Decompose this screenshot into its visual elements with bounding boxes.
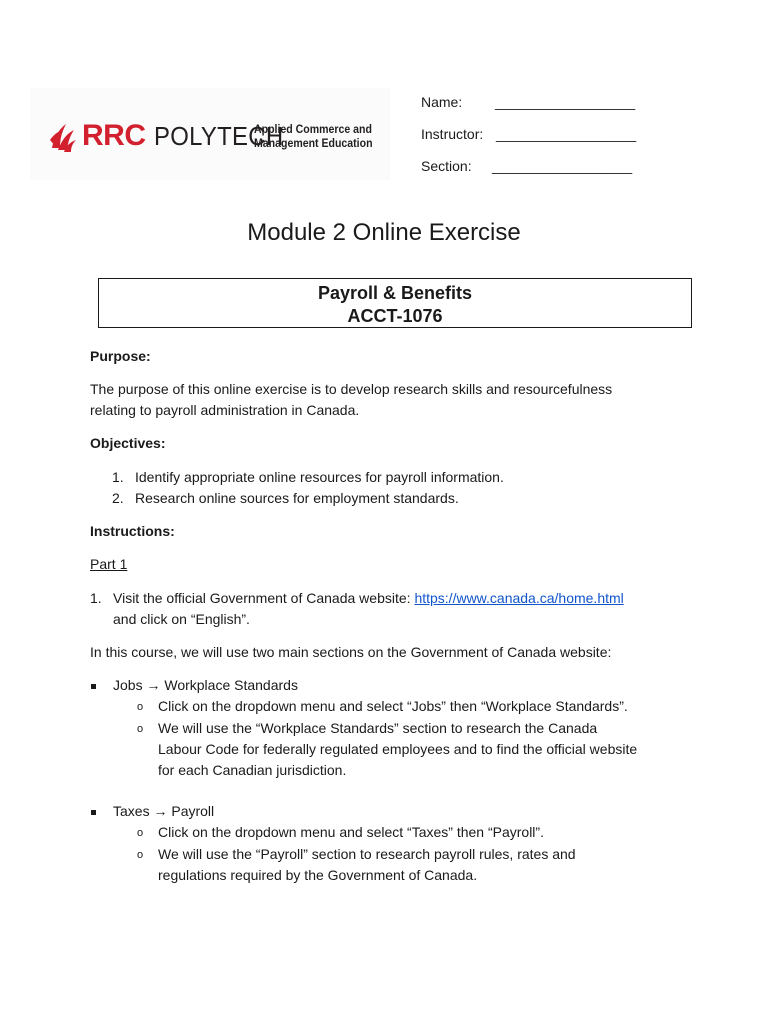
circle-bullet-icon: o <box>137 723 144 735</box>
sub-item-cont: regulations required by the Government of Canada. <box>158 867 478 883</box>
step-num: 1. <box>90 590 102 606</box>
course-box <box>98 278 692 328</box>
sub-item: Click on the dropdown menu and select “Taxes” then “Payroll”. <box>158 824 544 840</box>
circle-bullet-icon: o <box>137 827 144 839</box>
instructions-heading: Instructions: <box>90 523 175 539</box>
sub-item: Click on the dropdown menu and select “Jobs” then “Workplace Standards”. <box>158 698 628 714</box>
instructor-field: Instructor: __________________ <box>421 126 637 142</box>
page-title: Module 2 Online Exercise <box>247 219 521 246</box>
sub-item: We will use the “Payroll” section to research payroll rules, rates and <box>158 846 576 862</box>
name-field: Name: __________________ <box>421 94 636 110</box>
brand-name: RRC <box>82 119 146 152</box>
objective-num: 2. <box>112 490 124 506</box>
circle-bullet-icon: o <box>137 849 144 861</box>
square-bullet-icon <box>91 684 96 689</box>
intro-text: In this course, we will use two main sections on the Government of Canada website: <box>90 644 612 660</box>
objective-item: Research online sources for employment standards. <box>135 490 459 506</box>
canada-website-link[interactable]: https://www.canada.ca/home.html <box>414 590 624 606</box>
sub-item-cont: Labour Code for federally regulated employees and to find the official website <box>158 741 638 757</box>
rrc-flame-icon <box>48 118 78 154</box>
objective-num: 1. <box>112 469 124 485</box>
instructor-blank: __________________ <box>496 126 637 142</box>
purpose-text-line2: relating to payroll administration in Canada. <box>90 402 360 418</box>
sub-item-cont: for each Canadian jurisdiction. <box>158 762 347 778</box>
step-text-line2: and click on “English”. <box>113 611 250 627</box>
step-text: Visit the official Government of Canada website: https://www.canada.ca/home.html <box>113 590 624 606</box>
purpose-text-line1: The purpose of this online exercise is to develop research skills and resourcefulness <box>90 381 613 397</box>
purpose-heading: Purpose: <box>90 348 151 364</box>
brand-name-polytech: POLYTECH <box>153 121 283 151</box>
section-title-taxes: Taxes → Payroll <box>113 803 215 819</box>
brand-subtitle: Applied Commerce and Management Education <box>254 122 373 150</box>
objectives-heading: Objectives: <box>90 435 166 451</box>
course-name: Payroll & Benefits <box>317 283 473 303</box>
part-heading: Part 1 <box>90 556 128 572</box>
section-blank: __________________ <box>492 158 633 174</box>
square-bullet-icon <box>91 810 96 815</box>
objective-item: Identify appropriate online resources for payroll information. <box>135 469 504 485</box>
section-title-jobs: Jobs → Workplace Standards <box>113 677 298 693</box>
name-blank: __________________ <box>495 94 636 110</box>
section-field: Section: __________________ <box>421 158 633 174</box>
sub-item: We will use the “Workplace Standards” section to research the Canada <box>158 720 598 736</box>
circle-bullet-icon: o <box>137 701 144 713</box>
course-code: ACCT-1076 <box>347 306 443 326</box>
